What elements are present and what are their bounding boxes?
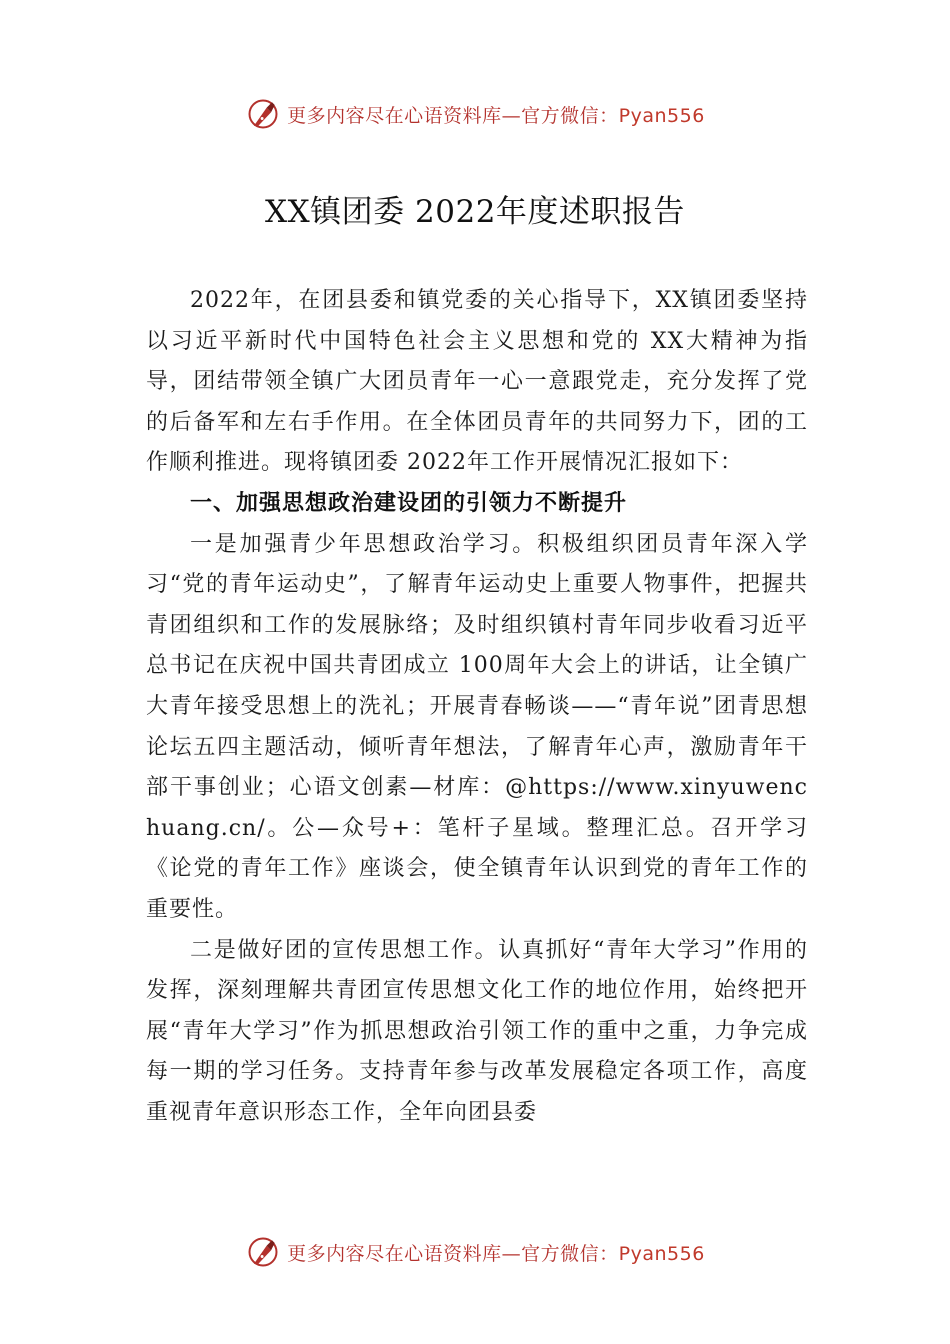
intro-paragraph: 2022年，在团县委和镇党委的关心指导下，XX镇团委坚持以习近平新时代中国特色社会主义思想和党的 XX大精神为指导，团结带领全镇广大团员青年一心一意跟党走，充分发挥了党的后备军和左右手作用。在全体团员青年的共同努力下，团的工作顺利推进。现将镇团委 2022年工作开展情况汇报如下： [146, 288, 808, 476]
top-watermark-banner [0, 94, 950, 134]
document-body [146, 281, 808, 1133]
pen-nib-logo-icon [245, 96, 281, 132]
pen-nib-logo-icon [245, 1234, 281, 1270]
paragraph-thought-study: 一是加强青少年思想政治学习。积极组织团员青年深入学习“党的青年运动史”，了解青年运动史上重要人物事件，把握共青团组织和工作的发展脉络；及时组织镇村青年同步收看习近平总书记在庆祝中国共青团成立 100周年大会上的讲话，让全镇广大青年接受思想上的洗礼；开展青春畅谈——“青年说”团青思想论坛五四主题活动，倾听青年想法，了解青年心声，激励青年干部干事创业；心语文创素—材库：@https://www.xinyuwenchuang.cn/。公—众号+：笔杆子星域。整理汇总。召开学习《论党的青年工作》座谈会，使全镇青年认识到党的青年工作的重要性。 [146, 531, 808, 922]
bottom-watermark-banner [0, 1232, 950, 1272]
section-heading-1: 一、加强思想政治建设团的引领力不断提升 [190, 490, 628, 516]
wechat-id: Pyan556 [618, 104, 705, 127]
paragraph-publicity-work: 二是做好团的宣传思想工作。认真抓好“青年大学习”作用的发挥，深刻理解共青团宣传思想文化工作的地位作用，始终把开展“青年大学习”作为抓思想政治引领工作的重中之重，力争完成每一期的学习任务。支持青年参与改革发展稳定各项工作，高度重视青年意识形态工作，全年向团县委 [146, 937, 808, 1125]
top-banner-text: 更多内容尽在心语资料库—官方微信：Pyan556 [287, 104, 705, 127]
bottom-banner-text: 更多内容尽在心语资料库—官方微信：Pyan556 [287, 1242, 705, 1265]
wechat-id: Pyan556 [618, 1242, 705, 1265]
document-title: XX镇团委 2022年度述职报告 [265, 194, 685, 230]
